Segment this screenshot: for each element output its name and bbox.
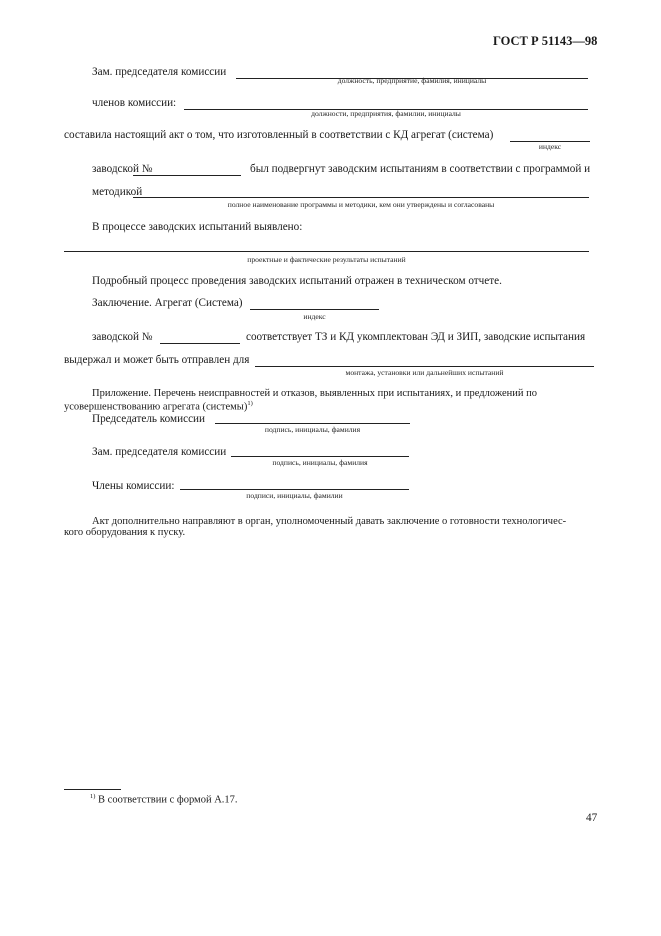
document-header: ГОСТ Р 51143—98 xyxy=(493,34,598,48)
appendix-line-2 xyxy=(64,400,253,413)
conclusion-label: Заключение. Агрегат (Система) xyxy=(92,297,243,309)
deputy-signature-label: Зам. председателя комиссии xyxy=(92,446,227,458)
conclusion-index-field[interactable] xyxy=(250,309,379,310)
report-statement: Подробный процесс проведения заводских испытаний отражен в техническом отчете. xyxy=(92,275,502,287)
compliance-statement: соответствует ТЗ и КД укомплектован ЭД и ЗИП, заводские испытания xyxy=(246,331,586,343)
footnote-divider xyxy=(64,789,121,790)
closing-line-2: кого оборудования к пуску. xyxy=(64,527,186,538)
factory-number-2-label: заводской № xyxy=(92,331,153,343)
chairman-signature-field[interactable] xyxy=(215,423,410,424)
factory-test-statement: был подвергнут заводским испытаниям в соответствии с программой и xyxy=(250,163,591,175)
closing-line-1: Акт дополнительно направляют в орган, уполномоченный давать заключение о готовности технологичес- xyxy=(92,516,567,527)
test-results-field[interactable] xyxy=(64,251,589,252)
chairman-signature-label: Председатель комиссии xyxy=(92,413,206,425)
footnote-mark: 1) xyxy=(90,793,96,800)
deputy-chairman-label: Зам. председателя комиссии xyxy=(92,66,227,78)
factory-number-field[interactable] xyxy=(133,175,241,176)
passed-statement: выдержал и может быть отправлен для xyxy=(64,354,250,366)
members-signature-label: Члены комиссии: xyxy=(92,480,175,492)
act-statement: составила настоящий акт о том, что изготовленный в соответствии с КД агрегат (система) xyxy=(64,129,494,141)
methodology-field[interactable] xyxy=(133,197,589,198)
next-stage-field[interactable] xyxy=(255,366,594,367)
appendix-line-2-text: усовершенствованию агрегата (системы) xyxy=(64,401,248,413)
methodology-caption: полное наименование программы и методики, кем они утверждены и согласованы xyxy=(227,200,495,209)
conclusion-index-caption: индекс xyxy=(303,312,326,321)
unit-index-caption: индекс xyxy=(538,142,562,151)
members-caption: должности, предприятия, фамилии, инициалы xyxy=(311,109,461,118)
methodology-label: методикой xyxy=(92,186,143,198)
footnote xyxy=(90,793,238,806)
deputy-signature-field[interactable] xyxy=(231,456,409,457)
factory-number-2-field[interactable] xyxy=(160,343,240,344)
members-signature-field[interactable] xyxy=(180,489,409,490)
deputy-signature-caption: подпись, инициалы, фамилия xyxy=(272,458,368,467)
page-number: 47 xyxy=(586,812,598,824)
test-results-caption: проектные и фактические результаты испытаний xyxy=(247,255,406,264)
next-stage-caption: монтажа, установки или дальнейших испытаний xyxy=(345,368,504,377)
chairman-signature-caption: подпись, инициалы, фамилия xyxy=(264,425,361,434)
members-signature-caption: подписи, инициалы, фамилии xyxy=(246,491,343,500)
appendix-line-1: Приложение. Перечень неисправностей и отказов, выявленных при испытаниях, и предложений по xyxy=(92,388,537,399)
deputy-chairman-caption: должность, предприятие, фамилия, инициалы xyxy=(337,76,487,85)
factory-number-label: заводской № xyxy=(92,163,153,175)
members-label: членов комиссии: xyxy=(92,97,177,109)
revealed-heading: В процессе заводских испытаний выявлено: xyxy=(92,221,303,233)
footnote-reference[interactable]: 1) xyxy=(247,400,253,407)
footnote-text: В соответствии с формой А.17. xyxy=(98,794,238,806)
